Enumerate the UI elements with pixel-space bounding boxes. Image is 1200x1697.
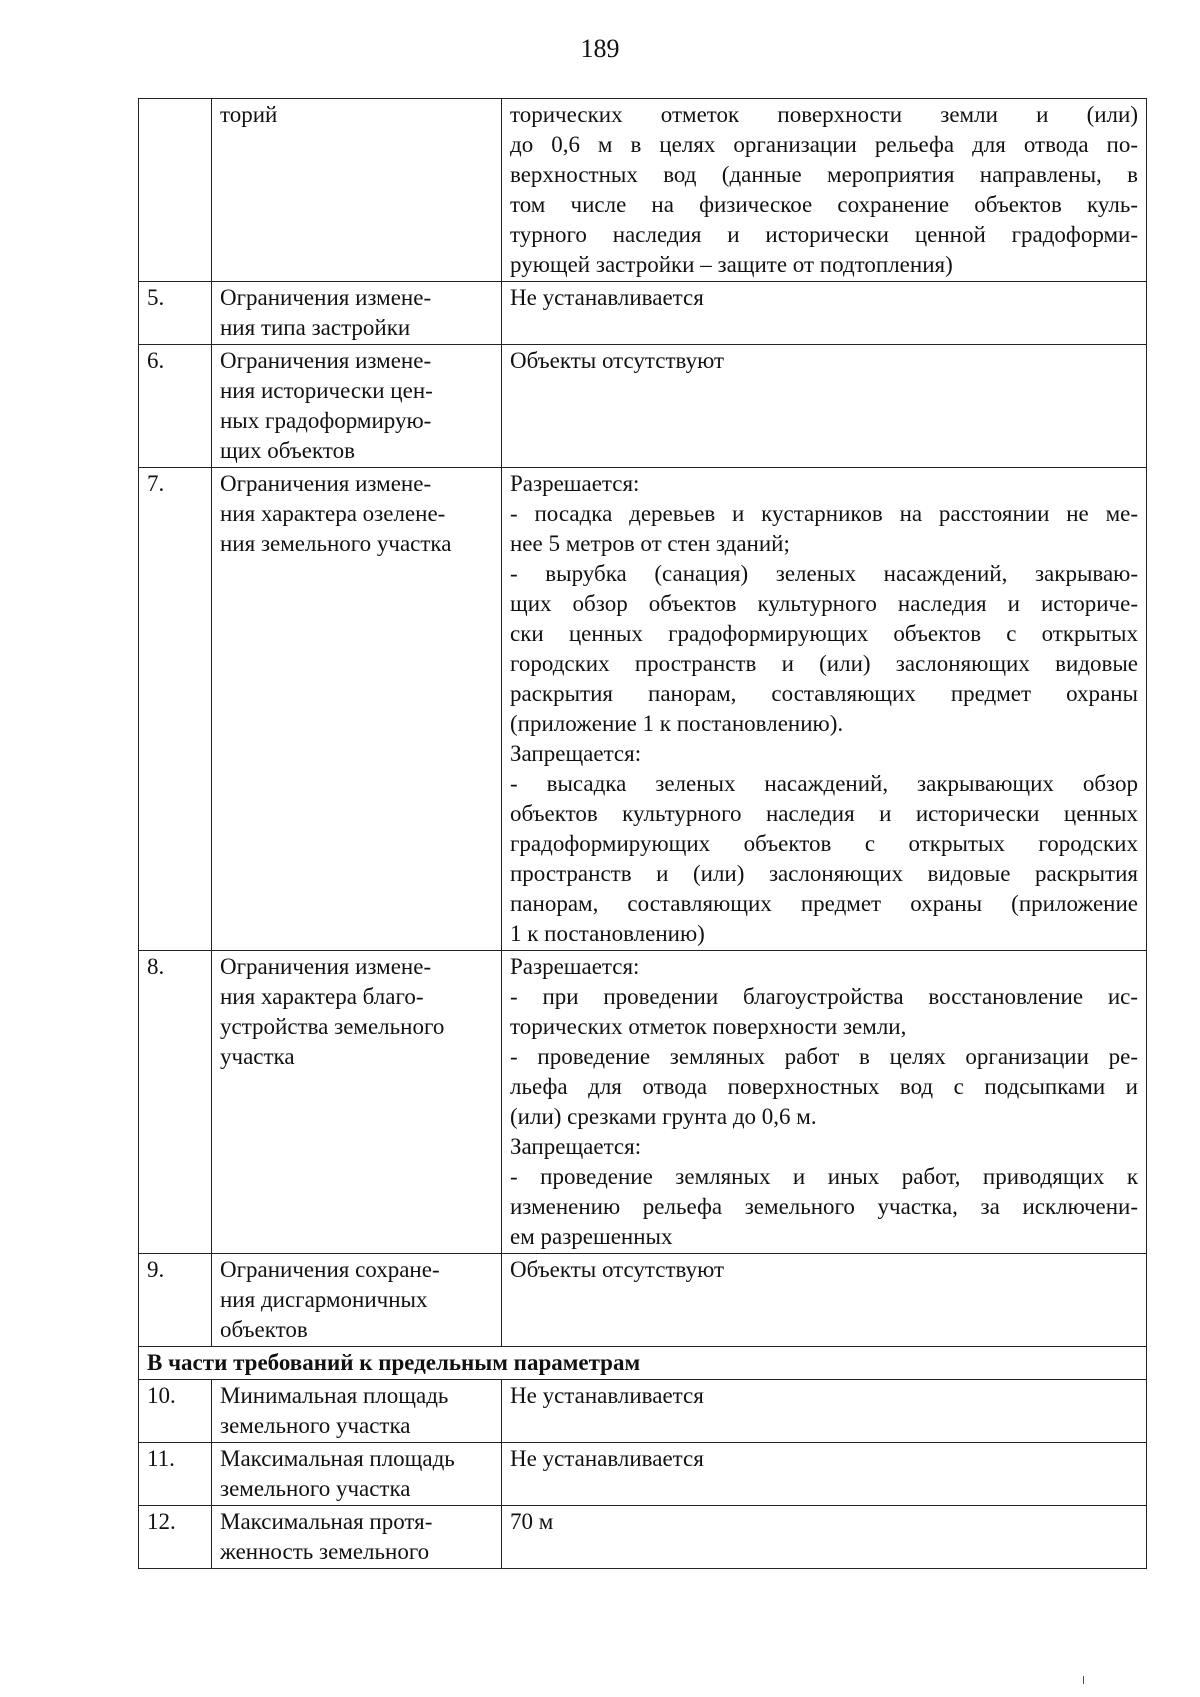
table-row [139, 951, 1147, 1254]
section-header-row [139, 1347, 1147, 1380]
table-row [139, 282, 1147, 345]
restriction-name-line: участка [220, 1044, 295, 1069]
restriction-value-line: 70 м [510, 1509, 554, 1534]
restriction-name-line: ния исторически цен- [220, 378, 433, 403]
restriction-value-line: городских пространств и (или) заслоняющих видовые [510, 651, 1138, 676]
restriction-value-line: верхностных вод (данные мероприятия направлены, в [510, 162, 1138, 187]
restriction-name-line: Ограничения измене- [220, 285, 432, 310]
restriction-value [502, 345, 1147, 468]
restriction-value-line: пространств и (или) заслоняющих видовые раскрытия [510, 861, 1138, 886]
restriction-name-line: Максимальная протя- [220, 1509, 433, 1534]
restriction-value-line: изменению рельефа земельного участка, за исключени- [510, 1194, 1138, 1219]
restriction-name-line: устройства земельного [220, 1014, 445, 1039]
restriction-value-line: - посадка деревьев и кустарников на расстоянии не ме- [510, 501, 1138, 526]
restriction-value-line: - проведение земляных работ в целях организации ре- [510, 1044, 1138, 1069]
restriction-value-line: градоформирующих объектов с открытых городских [510, 831, 1138, 856]
restriction-value-line: - высадка зеленых насаждений, закрывающих обзор [510, 771, 1138, 796]
restriction-value [502, 282, 1147, 345]
restriction-value-line: турного наследия и исторически ценной градоформи- [510, 222, 1138, 247]
row-number: 12. [139, 1506, 212, 1569]
restriction-name-line: ных градоформирую- [220, 408, 432, 433]
table-body-upper [139, 99, 1147, 1347]
page-number: 189 [580, 34, 620, 63]
restriction-name-line: Ограничения измене- [220, 471, 432, 496]
restriction-value-line: Запрещается: [510, 1134, 642, 1159]
table-row [139, 1254, 1147, 1347]
restriction-value [502, 1443, 1147, 1506]
restriction-name-line: Ограничения измене- [220, 348, 432, 373]
restriction-name-line: женность земельного [220, 1539, 430, 1564]
row-number [139, 99, 212, 282]
restriction-value-line: Не устанавливается [510, 1446, 704, 1471]
restriction-name [212, 468, 502, 951]
restriction-value-line: до 0,6 м в целях организации рельефа для отвода по- [510, 132, 1138, 157]
table-row [139, 468, 1147, 951]
restriction-value-line: нее 5 метров от стен зданий; [510, 531, 790, 556]
restriction-name [212, 99, 502, 282]
restriction-name-line: Максимальная площадь [220, 1446, 455, 1471]
restriction-value-line: Разрешается: [510, 954, 640, 979]
restriction-value-line: том числе на физическое сохранение объектов куль- [510, 192, 1138, 217]
table-body-lower [139, 1380, 1147, 1569]
regulations-table [138, 98, 1147, 1569]
restriction-value [502, 1380, 1147, 1443]
restriction-name [212, 951, 502, 1254]
restriction-value [502, 1254, 1147, 1347]
restriction-name-line: ния земельного участка [220, 531, 452, 556]
table-row [139, 345, 1147, 468]
restriction-value-line: ем разрешенных [510, 1224, 673, 1249]
restriction-value-line: (или) срезками грунта до 0,6 м. [510, 1104, 817, 1129]
restriction-name-line: торий [220, 102, 278, 127]
restriction-value-line: Объекты отсутствуют [510, 348, 724, 373]
restriction-name [212, 1506, 502, 1569]
restriction-value [502, 468, 1147, 951]
restriction-name-line: ния характера благо- [220, 984, 424, 1009]
restriction-value-line: торических отметок поверхности земли, [510, 1014, 907, 1039]
row-number: 9. [139, 1254, 212, 1347]
restriction-name [212, 1380, 502, 1443]
restriction-value-line: Не устанавливается [510, 1383, 704, 1408]
restriction-name-line: Минимальная площадь [220, 1383, 449, 1408]
row-number: 6. [139, 345, 212, 468]
restriction-value-line: - при проведении благоустройства восстановление ис- [510, 984, 1138, 1009]
restriction-name-line: земельного участка [220, 1476, 411, 1501]
restriction-name-line: ния характера озелене- [220, 501, 446, 526]
restriction-name-line: ния дисгармоничных [220, 1287, 428, 1312]
restriction-name-line: объектов [220, 1317, 308, 1342]
restriction-value-line: торических отметок поверхности земли и (или) [510, 102, 1138, 127]
row-number: 5. [139, 282, 212, 345]
restriction-value-line: панорам, составляющих предмет охраны (приложение [510, 891, 1138, 916]
restriction-name-line: Ограничения сохране- [220, 1257, 440, 1282]
restriction-value-line: - вырубка (санация) зеленых насаждений, закрываю- [510, 561, 1138, 586]
row-number: 7. [139, 468, 212, 951]
restriction-value-line: Запрещается: [510, 741, 642, 766]
table-row [139, 1506, 1147, 1569]
table-row [139, 1443, 1147, 1506]
restriction-value-line: рующей застройки – защите от подтопления) [510, 252, 953, 277]
table-row [139, 99, 1147, 282]
restriction-value [502, 99, 1147, 282]
restriction-value-line: ски ценных градоформирующих объектов с открытых [510, 621, 1138, 646]
restriction-value-line: объектов культурного наследия и исторически ценных [510, 801, 1138, 826]
restriction-name [212, 1443, 502, 1506]
restriction-value-line: - проведение земляных и иных работ, приводящих к [510, 1164, 1138, 1189]
restriction-name-line: Ограничения измене- [220, 954, 432, 979]
restriction-name-line: земельного участка [220, 1413, 411, 1438]
table-row [139, 1380, 1147, 1443]
restriction-name [212, 345, 502, 468]
restriction-name-line: ния типа застройки [220, 315, 411, 340]
restriction-name [212, 1254, 502, 1347]
restriction-value-line: Разрешается: [510, 471, 640, 496]
restriction-value [502, 1506, 1147, 1569]
restriction-value-line: (приложение 1 к постановлению). [510, 711, 844, 736]
restriction-value-line: 1 к постановлению) [510, 921, 705, 946]
restriction-value-line: Не устанавливается [510, 285, 704, 310]
section-header-body [139, 1347, 1147, 1380]
restriction-value-line: Объекты отсутствуют [510, 1257, 724, 1282]
restriction-value-line: льефа для отвода поверхностных вод с подсыпками и [510, 1074, 1138, 1099]
section-title: В части требований к предельным параметрам [139, 1347, 1147, 1380]
restriction-value [502, 951, 1147, 1254]
restriction-name-line: щих объектов [220, 438, 355, 463]
restriction-name [212, 282, 502, 345]
restriction-value-line: щих обзор объектов культурного наследия и историче- [510, 591, 1138, 616]
row-number: 8. [139, 951, 212, 1254]
row-number: 11. [139, 1443, 212, 1506]
row-number: 10. [139, 1380, 212, 1443]
scan-artifact [1083, 1676, 1084, 1684]
restriction-value-line: раскрытия панорам, составляющих предмет охраны [510, 681, 1138, 706]
